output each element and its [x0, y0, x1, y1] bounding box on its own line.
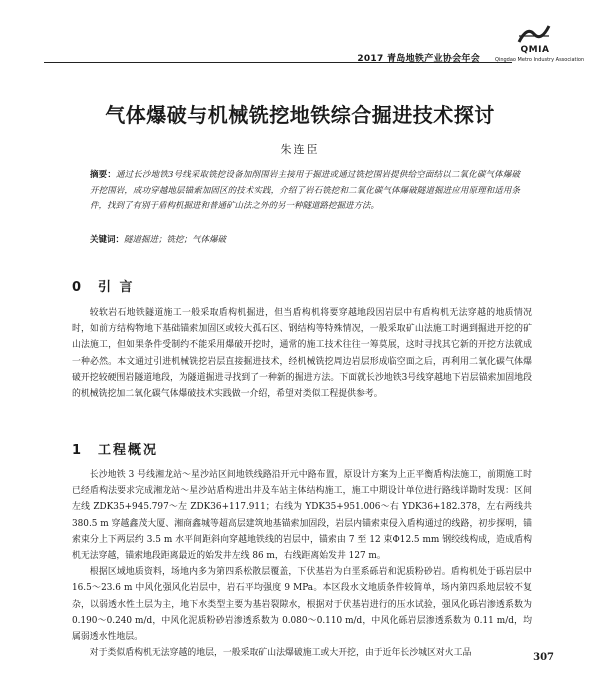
abstract-text: 通过长沙地铁3号线采取铣挖设备加削围岩主接用于掘进或通过铣挖围岩提供给空面结以二氧化碳气体爆破开挖围岩，成功穿越地层锚索加固区的技术实践，介绍了岩石铣挖和二氧化碳气体爆破隧道掘进应用原理和适用条件，找到了有别于盾构机掘进和普通矿山法之外的另一种隧道路挖掘进方法。	[90, 170, 520, 211]
page-number: 307	[533, 652, 554, 663]
logo-name: QMIA	[520, 45, 550, 55]
paragraph: 长沙地铁 3 号线湘龙站～星沙站区间地铁线路沿开元中路布置，原设计方案为上正平衡盾构法施工，前期施工时已经盾构法要求完成湘龙站～星沙站盾构进出井及车站主体结构施工，施工中期设计单位进行路线详勘时发现：区间左线 ZDK35+945.797～左 ZDK36+117.911；右线为 YDK35+951.006～右 YDK36+182.378，左右两线共 380.5 m 穿越鑫茂大厦、湘商鑫城等超高层建筑地基锚索加固段，岩层内锚索束侵入盾构通过的线路，初步探明，锚索束分上下两层约 3.5 m 水平间距斜向穿越地铁线的岩层中，锚索由 7 至 12 束Φ12.5 mm 钢绞线构成，造成盾构机无法穿越，锚索地段距离最近的始发井左线 86 m，右线距离始发井 127 m。	[72, 470, 532, 562]
abstract	[90, 168, 520, 215]
abstract-label: 摘要：	[90, 170, 116, 180]
logo-icon	[517, 24, 551, 44]
paragraph: 较软岩石地铁隧道施工一般采取盾构机掘进，但当盾构机将要穿越地段因岩层中有盾构机无法穿越的地质情况时，如前方结构物地下基础锚索加固区或较大孤石区、钢结构等特殊情况，一般采取矿山法施工时遇到掘进开挖的矿山法施工，但如果条件受制约不能采用爆破开挖时，通常的施工技术往往一筹莫展，这时寻找其它新的开挖方法就成一种必然。本文通过引进机械铣挖岩层直接掘进技术，经机械铣挖周边岩层形成临空面之后，再利用二氧化碳气体爆破开挖较硬围岩隧道地段，为隧道掘进寻找到了一种新的掘进方法。下面就长沙地铁3号线穿越地下岩层锚索加固地段的机械铣挖加二氧化碳气体爆破技术实践做一介绍，希望对类似工程提供参考。	[72, 308, 532, 400]
author-name: 朱连臣	[280, 143, 320, 156]
section-heading-introduction	[72, 276, 135, 295]
section-heading-overview	[72, 439, 158, 458]
keywords-label: 关键词：	[90, 235, 125, 245]
section-number: 0	[72, 280, 84, 295]
introduction-body	[72, 305, 532, 402]
keywords	[90, 233, 520, 245]
logo-subtitle: Qingdao Metro Industry Association	[495, 57, 585, 63]
section-number: 1	[72, 443, 84, 458]
paragraph: 对于类似盾构机无法穿越的地层，一般采取矿山法爆破施工或大开挖，由于近年长沙城区对火工品	[89, 648, 472, 659]
overview-body	[72, 467, 532, 661]
header-rule	[44, 62, 512, 63]
keywords-text: 隧道掘进；铣挖；气体爆破	[124, 235, 227, 245]
paragraph: 根据区域地质资料，场地内多为第四系松散层覆盖，下伏基岩为白垩系砾岩和泥质粉砂岩。盾构机处于砾岩层中 16.5～23.6 m 中风化强风化岩层中，岩石平均强度 9 MPa。本区段水文地质条件较简单，场内第四系地层较不复杂，以弱透水性土层为主，地下水类型主要为基岩裂隙水，根据对于伏基岩进行的压水试验，强风化砾岩渗透系数为 0.190～0.240 m/d，中风化泥质粉砂岩渗透系数为 0.080～0.110 m/d，中风化砾岩层渗透系数为 0.11 m/d，均属弱透水性地层。	[72, 567, 532, 643]
header-text: 2017 青岛地铁产业协会年会	[357, 54, 480, 64]
association-logo	[495, 20, 585, 72]
paper-title: 气体爆破与机械铣挖地铁综合掘进技术探讨	[105, 103, 495, 127]
section-title: 工程概况	[98, 443, 159, 458]
page-header	[0, 0, 600, 76]
section-title: 引 言	[98, 280, 135, 295]
